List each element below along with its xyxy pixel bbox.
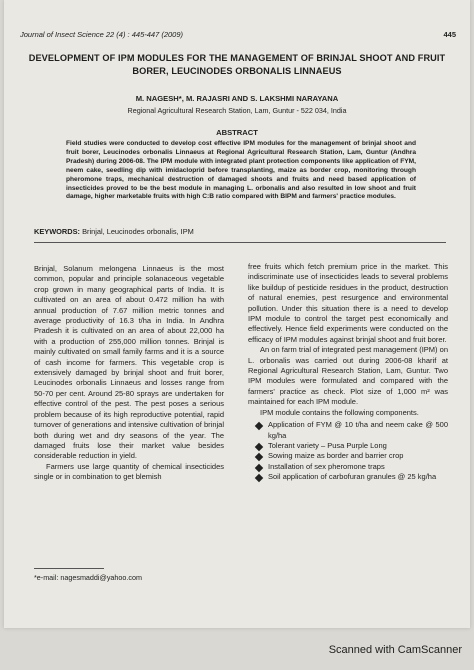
abstract-heading: ABSTRACT: [216, 128, 258, 137]
keywords-label: KEYWORDS:: [34, 227, 80, 236]
corresponding-email: *e-mail: nagesmaddi@yahoo.com: [34, 573, 142, 582]
section-divider: [34, 242, 446, 243]
page-number: 445: [443, 30, 456, 39]
journal-citation: Journal of Insect Science 22 (4) : 445-447 (2009): [20, 30, 184, 39]
list-item: Tolerant variety – Pusa Purple Long: [256, 441, 448, 451]
affiliation: Regional Agricultural Research Station, Lam, Guntur - 522 034, India: [127, 106, 347, 115]
list-item: Installation of sex pheromone traps: [256, 462, 448, 472]
diamond-bullet-icon: [255, 422, 263, 430]
footnote-divider: [34, 568, 104, 569]
keywords-line: [34, 227, 440, 236]
components-intro: IPM module contains the following components.: [260, 407, 419, 417]
farmers-paragraph: Farmers use large quantity of chemical insecticides single or in combination to get blemish: [34, 461, 224, 482]
keywords-text: Brinjal, Leucinodes orbonalis, IPM: [82, 227, 194, 236]
scanner-watermark: Scanned with CamScanner: [328, 644, 462, 656]
list-item: Application of FYM @ 10 t/ha and neem cake @ 500 kg/ha: [256, 420, 448, 441]
left-column: [34, 264, 224, 483]
paper-page: [4, 0, 470, 628]
insecticide-paragraph: free fruits which fetch premium price in the market. This indiscriminate use of insecticides leads to several problems like buildup of pesticide residues in the product, destruction of natural enemies, pest resurgence and environmental pollution. Under this situation there is a need to develop IPM module to control the target pest economically and effectively. Hence field experiments were conducted on the efficacy of IPM modules against brinjal shoot and fruit borer.: [248, 262, 448, 344]
diamond-bullet-icon: [255, 463, 263, 471]
abstract-text: Field studies were conducted to develop cost effective IPM modules for the management of brinjal shoot and fruit borer, Leucinodes orbonalis Linnaeus at Regional Agricultural Research Station, Lam, Guntur (Andhra Pradesh) during 2006-08. The IPM module with integrated plant protection components like application of FYM, neem cake, seedling dip with imidacloprid before transplanting, maize as border crop, monitoring through pheromone traps, mechanical destruction of damaged shoots and fruits and need based application of insecticides proved to be the best module in managing L. orbonalis and also resulted in low shoot and fruit damage, higher marketable fruits with high C:B ratio compared with BIPM and farmers' practice modules.: [66, 140, 416, 201]
trial-paragraph: An on farm trial of integrated pest management (IPM) on L. orbonalis was carried out during 2006-08 kharif at Regional Agricultural Research Station, Lam, Guntur. Two IPM modules were formulated and compared with the farmers' practice as check. Plot size of 1,000 m² was maintained for each IPM module.: [248, 345, 448, 407]
diamond-bullet-icon: [255, 443, 263, 451]
article-title: DEVELOPMENT OF IPM MODULES FOR THE MANAGEMENT OF BRINJAL SHOOT AND FRUIT BORER, LEUCINODES ORBONALIS LINNAEUS: [28, 53, 446, 76]
list-item: Soil application of carbofuran granules @ 25 kg/ha: [256, 472, 448, 482]
right-column: [248, 262, 448, 483]
ipm-components-list: [248, 420, 448, 482]
diamond-bullet-icon: [255, 474, 263, 482]
author-list: M. NAGESH*, M. RAJASRI AND S. LAKSHMI NARAYANA: [135, 94, 339, 103]
running-header: [20, 30, 456, 39]
list-item: Sowing maize as border and barrier crop: [256, 451, 448, 461]
intro-paragraph: Brinjal, Solanum melongena Linnaeus is the most common, popular and principle solanaceous vegetable crop grown in many geographical parts of India. It is cultivated on an area of about 0.472 million ha with annual production of 7.67 million metric tonnes and average productivity of 16.3 t/ha in India. In Andhra Pradesh it is cultivated on an area of about 22,000 ha with a production of 255,000 million tonnes. Brinjal is mainly cultivated on small family farms and it is a source of cash income for farmers. This vegetable crop is extensively damaged by brinjal shoot and fruit borer, Leucinodes orbonalis Linnaeus and losses range from 50-70 per cent. Around 25-80 sprays are undertaken for effective control of the pest. The pest poses a serious problem because of its high reproductive potential, rapid turnover of generations and intensive cultivation of brinjal both during wet and dry seasons of the year. The damaged fruits lose their market value besides considerable reduction in yield.: [34, 264, 224, 461]
diamond-bullet-icon: [255, 453, 263, 461]
